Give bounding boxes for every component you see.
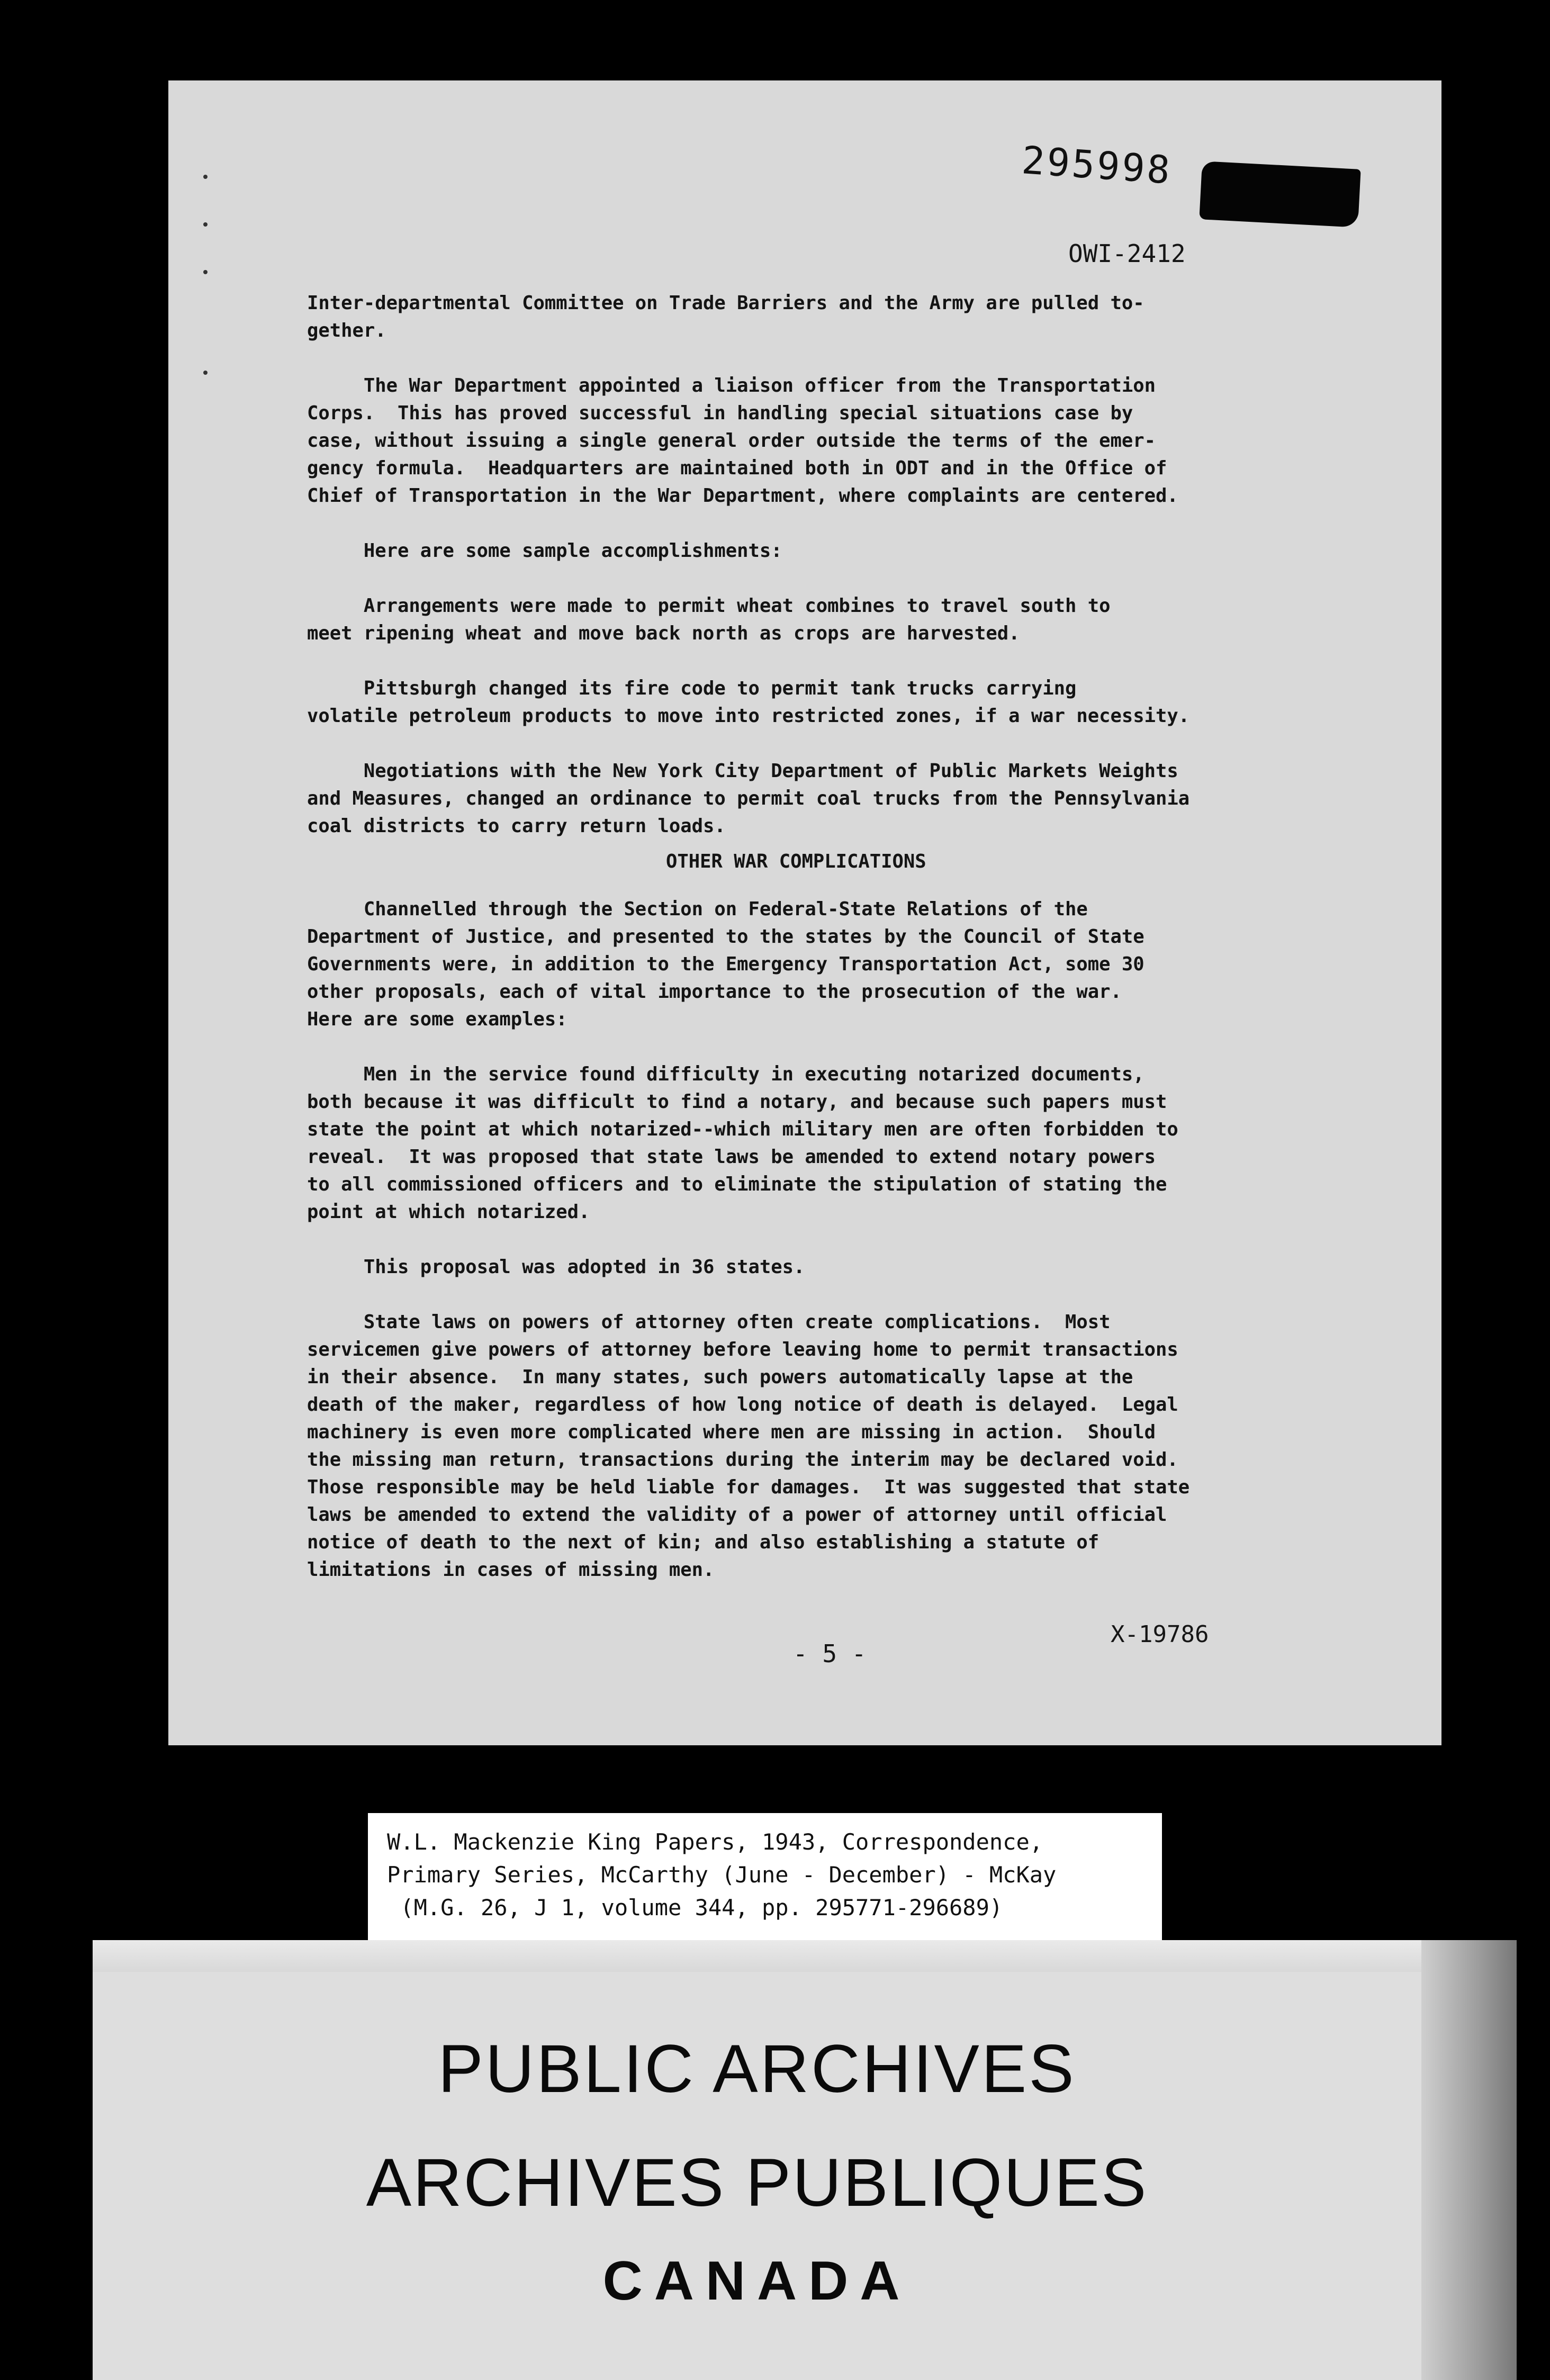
body-line: Those responsible may be held liable for damages. It was suggested that state <box>307 1476 1190 1498</box>
body-line: Inter-departmental Committee on Trade Barriers and the Army are pulled to- <box>307 292 1145 314</box>
body-line: Governments were, in addition to the Emergency Transportation Act, some 30 <box>307 953 1145 975</box>
stamp-line-english: PUBLIC ARCHIVES <box>438 2031 1076 2107</box>
margin-dot <box>203 222 208 227</box>
body-text-bottom <box>307 896 1441 1584</box>
redaction-mark <box>1199 161 1360 228</box>
paragraph-gap <box>307 730 1441 758</box>
body-line: Chief of Transportation in the War Department, where complaints are centered. <box>307 485 1178 507</box>
body-line: volatile petroleum products to move into restricted zones, if a war necessity. <box>307 705 1190 727</box>
body-line: and Measures, changed an ordinance to permit coal trucks from the Pennsylvania <box>307 788 1190 809</box>
margin-dot <box>203 270 208 274</box>
citation-label <box>368 1813 1162 1948</box>
body-line: gency formula. Headquarters are maintained both in ODT and in the Office of <box>307 457 1167 479</box>
body-line: The War Department appointed a liaison officer from the Transportation <box>307 375 1156 396</box>
margin-dot <box>203 175 208 179</box>
body-line: machinery is even more complicated where men are missing in action. Should <box>307 1421 1156 1443</box>
section-heading: OTHER WAR COMPLICATIONS <box>666 851 926 872</box>
body-line: Channelled through the Section on Federal-State Relations of the <box>307 898 1088 920</box>
body-line: gether. <box>307 320 386 341</box>
paragraph-gap <box>307 510 1441 537</box>
document-reference: OWI-2412 <box>1068 239 1186 268</box>
citation-line: Primary Series, McCarthy (June - December) - McKay <box>387 1862 1057 1888</box>
stamp-line-french: ARCHIVES PUBLIQUES <box>366 2145 1148 2221</box>
body-line: State laws on powers of attorney often create complications. Most <box>307 1311 1111 1333</box>
paragraph-gap <box>307 1226 1441 1254</box>
body-line: Department of Justice, and presented to the states by the Council of State <box>307 926 1145 948</box>
body-line: point at which notarized. <box>307 1201 590 1223</box>
body-line: Pittsburgh changed its fire code to permit tank trucks carrying <box>307 678 1077 699</box>
body-line: coal districts to carry return loads. <box>307 815 726 837</box>
body-line: both because it was difficult to find a notary, and because such papers must <box>307 1091 1167 1113</box>
body-line: notice of death to the next of kin; and also establishing a statute of <box>307 1531 1100 1553</box>
body-line: Here are some sample accomplishments: <box>307 540 782 562</box>
paragraph-gap <box>307 1033 1441 1061</box>
body-text-top <box>307 290 1441 840</box>
body-line: laws be amended to extend the validity of a power of attorney until official <box>307 1504 1167 1526</box>
body-line: Here are some examples: <box>307 1008 567 1030</box>
stamp-edge-shadow <box>1421 1940 1517 2380</box>
margin-dot <box>203 371 208 375</box>
body-line: meet ripening wheat and move back north as crops are harvested. <box>307 623 1020 644</box>
body-line: death of the maker, regardless of how long notice of death is delayed. Legal <box>307 1394 1178 1416</box>
paragraph-gap <box>307 345 1441 372</box>
page-footer-number: - 5 - <box>793 1639 867 1668</box>
body-line: Negotiations with the New York City Department of Public Markets Weights <box>307 760 1178 782</box>
paragraph-gap <box>307 1281 1441 1309</box>
body-line: case, without issuing a single general order outside the terms of the emer- <box>307 430 1156 452</box>
body-line: to all commissioned officers and to eliminate the stipulation of stating the <box>307 1174 1167 1195</box>
citation-line: (M.G. 26, J 1, volume 344, pp. 295771-296689) <box>387 1895 1003 1921</box>
body-line: Men in the service found difficulty in executing notarized documents, <box>307 1063 1145 1085</box>
paragraph-gap <box>307 565 1441 592</box>
stamp-top-band <box>93 1940 1517 1972</box>
citation-line: W.L. Mackenzie King Papers, 1943, Correspondence, <box>387 1829 1043 1855</box>
archives-stamp <box>93 1940 1517 2380</box>
stamp-line-country: CANADA <box>602 2250 912 2312</box>
page-number-stamp: 295998 <box>1020 138 1174 193</box>
body-line: reveal. It was proposed that state laws be amended to extend notary powers <box>307 1146 1156 1168</box>
body-line: other proposals, each of vital importance to the prosecution of the war. <box>307 981 1122 1003</box>
body-line: Corps. This has proved successful in handling special situations case by <box>307 402 1133 424</box>
body-line: in their absence. In many states, such powers automatically lapse at the <box>307 1366 1133 1388</box>
document-page <box>168 80 1441 1745</box>
body-line: limitations in cases of missing men. <box>307 1559 715 1581</box>
body-line: state the point at which notarized--which military men are often forbidden to <box>307 1119 1178 1140</box>
body-line: Arrangements were made to permit wheat combines to travel south to <box>307 595 1111 617</box>
body-line: the missing man return, transactions during the interim may be declared void. <box>307 1449 1178 1471</box>
body-line: servicemen give powers of attorney before leaving home to permit transactions <box>307 1339 1178 1360</box>
document-number: X-19786 <box>1111 1621 1209 1648</box>
body-line: This proposal was adopted in 36 states. <box>307 1256 805 1278</box>
paragraph-gap <box>307 647 1441 675</box>
